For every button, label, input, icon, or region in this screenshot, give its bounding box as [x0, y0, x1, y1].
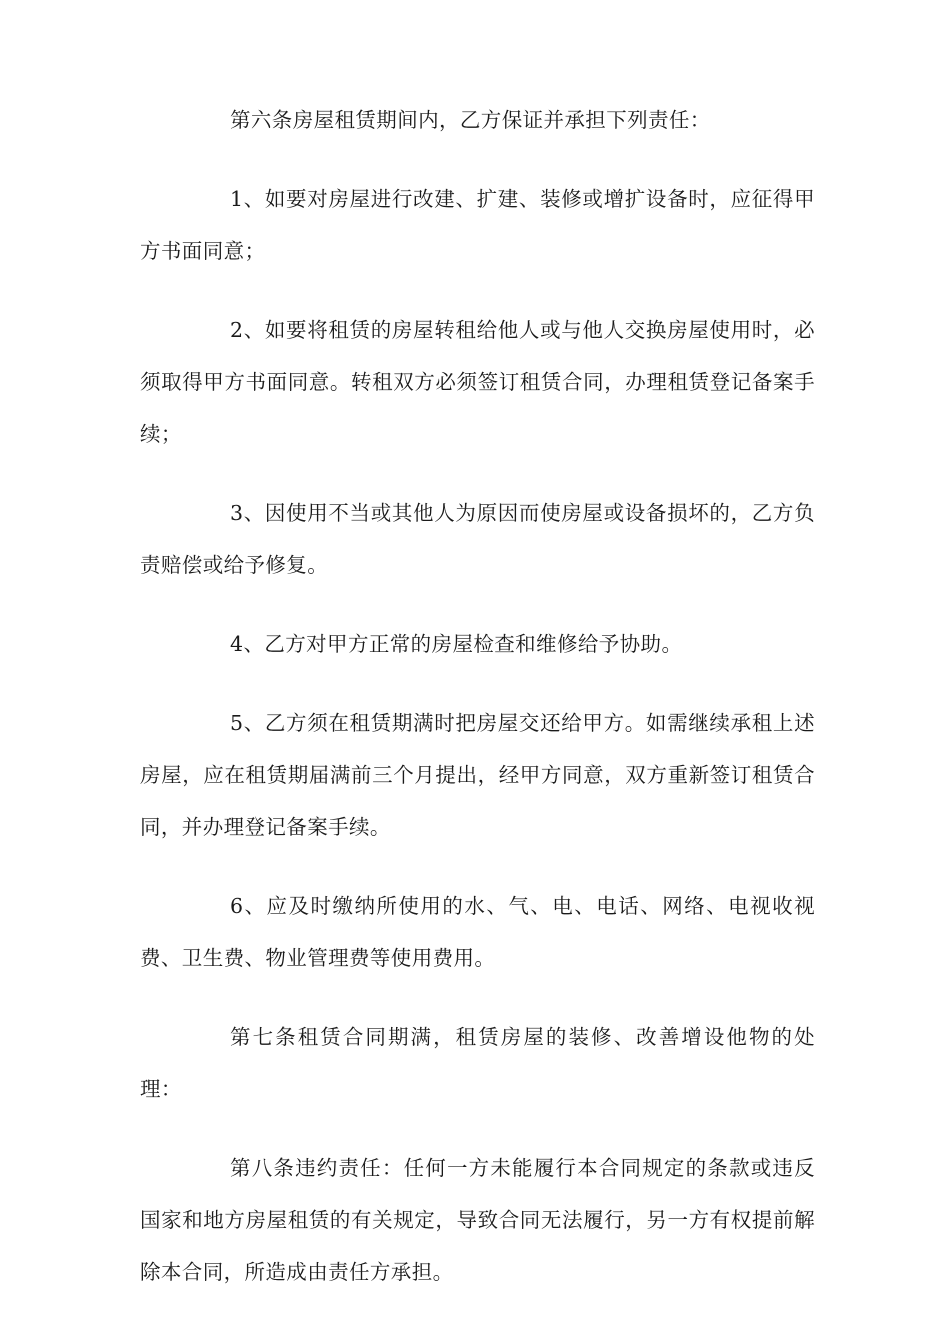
clause-6-item-2: 2、如要将租赁的房屋转租给他人或与他人交换房屋使用时，必须取得甲方书面同意。转租双方必须签订租赁合同，办理租赁登记备案手续； [140, 318, 815, 446]
clause-6-item-6: 6、应及时缴纳所使用的水、气、电、电话、网络、电视收视费、卫生费、物业管理费等使用费用。 [140, 894, 815, 970]
clause-6-item-5: 5、乙方须在租赁期满时把房屋交还给甲方。如需继续承租上述房屋，应在租赁期届满前三个月提出，经甲方同意，双方重新签订租赁合同，并办理登记备案手续。 [140, 711, 815, 839]
clause-6-item-4: 4、乙方对甲方正常的房屋检查和维修给予协助。 [230, 632, 683, 656]
document-page [140, 94, 815, 1325]
clause-6-item-1: 1、如要对房屋进行改建、扩建、装修或增扩设备时，应征得甲方书面同意； [140, 187, 815, 263]
clause-8: 第八条违约责任：任何一方未能履行本合同规定的条款或违反国家和地方房屋租赁的有关规定，导致合同无法履行，另一方有权提前解除本合同，所造成由责任方承担。 [140, 1156, 815, 1284]
clause-6-item-3: 3、因使用不当或其他人为原因而使房屋或设备损坏的，乙方负责赔偿或给予修复。 [140, 501, 815, 577]
clause-6-heading: 第六条房屋租赁期间内，乙方保证并承担下列责任： [230, 108, 711, 132]
clause-7: 第七条租赁合同期满，租赁房屋的装修、改善增设他物的处理： [140, 1025, 815, 1101]
